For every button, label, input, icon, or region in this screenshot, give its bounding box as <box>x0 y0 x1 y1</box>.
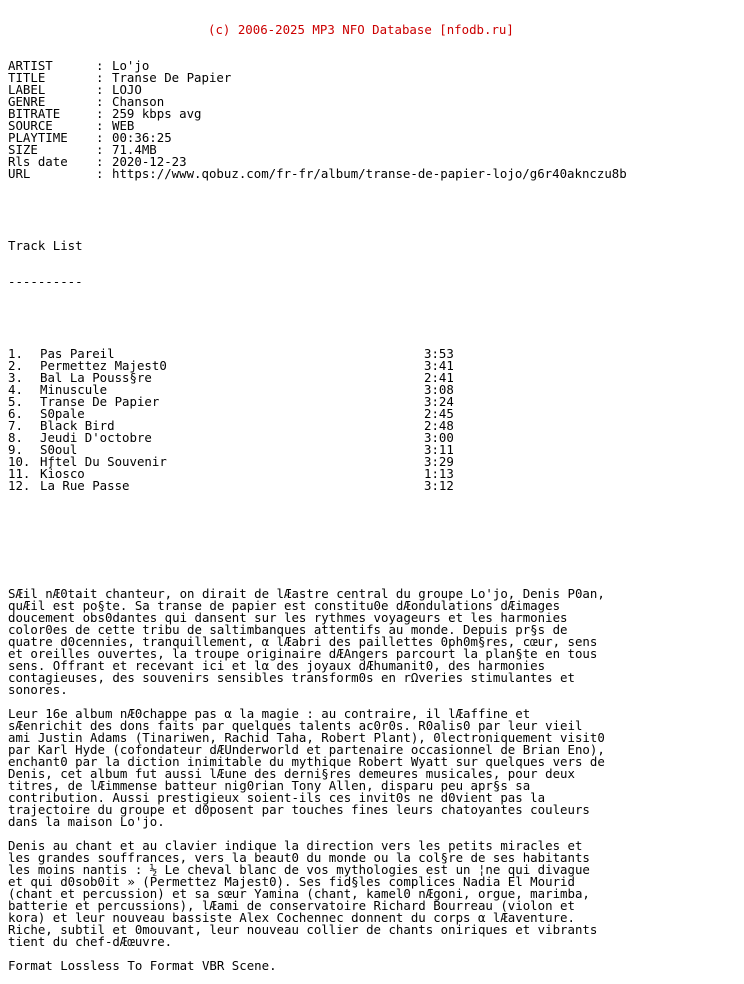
paragraph-line: kora) et leur nouveau bassiste Alex Cochennec donnent du corps α lÆaventure. <box>8 910 575 925</box>
nfo-document <box>8 0 627 984</box>
release-info-fields <box>8 60 627 180</box>
track-title: Transe De Papier <box>40 394 160 409</box>
paragraph-line: batterie et percussions), lÆami de conservatoire Richard Bourreau (violon et <box>8 898 575 913</box>
paragraph-line: Denis, cet album fut aussi lÆune des derni§res demeures musicales, pour deux <box>8 766 575 781</box>
track-title: Hƒtel Du Souvenir <box>40 454 167 469</box>
paragraph-line: par Karl Hyde (cofondateur dÆUnderworld et partenaire occasionnel de Brian Eno), <box>8 742 605 757</box>
info-field-separator: : <box>96 166 104 181</box>
track-row <box>8 456 627 468</box>
paragraph-line: tient du chef-dÆœuvre. <box>8 934 173 949</box>
paragraph-line: Denis au chant et au clavier indique la direction vers les petits miracles et <box>8 838 583 853</box>
track-duration: 3:29 <box>424 454 454 469</box>
paragraph-line: contribution. Aussi prestigieux soient-ils ces invit0s ne d0vient pas la <box>8 790 546 805</box>
track-duration: 3:24 <box>424 394 454 409</box>
track-number: 5. <box>8 394 23 409</box>
track-duration: 3:11 <box>424 442 454 457</box>
track-duration: 3:12 <box>424 478 454 493</box>
blank-line <box>8 516 627 528</box>
paragraph-line: doucement obs0dantes qui dansent sur les rythmes voyageurs et les harmonies <box>8 610 568 625</box>
info-field-separator: : <box>96 106 104 121</box>
track-number: 11. <box>8 466 31 481</box>
info-field-separator: : <box>96 142 104 157</box>
track-title: Pas Pareil <box>40 346 115 361</box>
info-field-key: GENRE <box>8 94 46 109</box>
info-field-separator: : <box>96 154 104 169</box>
track-title: Black Bird <box>40 418 115 433</box>
paragraph-line: SÆil nÆ0tait chanteur, on dirait de lÆastre central du groupe Lo'jo, Denis P0an, <box>8 586 605 601</box>
track-duration: 3:00 <box>424 430 454 445</box>
paragraph-line: dans la maison Lo'jo. <box>8 814 165 829</box>
track-number: 3. <box>8 370 23 385</box>
info-field-separator: : <box>96 94 104 109</box>
track-duration: 3:53 <box>424 346 454 361</box>
paragraph-line: et qui d0sob0it » (Permettez Majest0). Ses fid§les complices Nadia El Mourid <box>8 874 575 889</box>
track-row <box>8 480 627 492</box>
tracklist <box>8 348 627 492</box>
description-paragraph <box>8 840 627 948</box>
paragraph-line: Riche, subtil et 0mouvant, leur nouveau collier de chants oniriques et vibrants <box>8 922 598 937</box>
info-field-row <box>8 168 627 180</box>
paragraph-line: titres, de lÆimmense batteur nig0rian Tony Allen, disparu peu apr§s sa <box>8 778 531 793</box>
info-field-key: SIZE <box>8 142 38 157</box>
track-number: 8. <box>8 430 23 445</box>
blank-line <box>8 204 627 216</box>
description-paragraph <box>8 588 627 696</box>
paragraph-line: les moins nantis : ½ Le cheval blanc de vos mythologies est un ¦ne qui divague <box>8 862 590 877</box>
info-field-value: Transe De Papier <box>112 70 232 85</box>
site-header: (c) 2006-2025 MP3 NFO Database [nfodb.ru] <box>208 22 514 37</box>
track-title: S0pale <box>40 406 85 421</box>
paragraph-line: Format Lossless To Format VBR Scene. <box>8 958 277 973</box>
info-field-separator: : <box>96 82 104 97</box>
paragraph-line: color0es de cette tribu de saltimbanques attentifs au monde. Depuis pr§s de <box>8 622 568 637</box>
track-number: 10. <box>8 454 31 469</box>
track-number: 4. <box>8 382 23 397</box>
blank-line <box>8 552 627 564</box>
track-number: 6. <box>8 406 23 421</box>
info-field-separator: : <box>96 58 104 73</box>
info-field-separator: : <box>96 70 104 85</box>
description-paragraph <box>8 960 627 972</box>
track-duration: 1:13 <box>424 466 454 481</box>
paragraph-line: (chant et percussion) et sa sœur Yamina (chant, kamel0 nÆgoni, orgue, marimba, <box>8 886 590 901</box>
track-number: 2. <box>8 358 23 373</box>
info-field-value: WEB <box>112 118 135 133</box>
info-field-key: Rls date <box>8 154 68 169</box>
tracklist-heading: Track List <box>8 238 83 253</box>
info-field-value: Chanson <box>112 94 165 109</box>
info-field-value: 2020-12-23 <box>112 154 187 169</box>
description-paragraph <box>8 708 627 828</box>
info-field-value: 259 kbps avg <box>112 106 202 121</box>
info-field-separator: : <box>96 130 104 145</box>
track-title: Minuscule <box>40 382 108 397</box>
blank-line <box>8 312 627 324</box>
track-title: Jeudi D'octobre <box>40 430 152 445</box>
info-field-value: Lo'jo <box>112 58 150 73</box>
info-field-key: BITRATE <box>8 106 61 121</box>
paragraph-line: les grandes souffrances, vers la beaut0 du monde ou la col§re de ses habitants <box>8 850 590 865</box>
info-field-key: SOURCE <box>8 118 53 133</box>
paragraph-line: sÆenrichit des dons faits par quelques talents ac0r0s. R0alis0 par leur vieil <box>8 718 583 733</box>
paragraph-line: et oreilles ouvertes, la troupe originaire dÆAngers parcourt la plan§te en tous <box>8 646 598 661</box>
blank-line <box>8 828 627 840</box>
blank-line <box>8 948 627 960</box>
paragraph-line: sens. Offrant et recevant ici et lα des joyaux dÆhumanit0, des harmonies <box>8 658 546 673</box>
track-row <box>8 432 627 444</box>
track-title: La Rue Passe <box>40 478 130 493</box>
track-number: 1. <box>8 346 23 361</box>
track-duration: 2:45 <box>424 406 454 421</box>
track-duration: 3:41 <box>424 358 454 373</box>
paragraph-line: trajectoire du groupe et d0posent par touches fines leurs chatoyantes couleurs <box>8 802 590 817</box>
info-field-value: 71.4MB <box>112 142 157 157</box>
info-field-value: LOJO <box>112 82 142 97</box>
track-title: S0oul <box>40 442 78 457</box>
track-title: Kiosco <box>40 466 85 481</box>
paragraph-line: enchant0 par la diction inimitable du mythique Robert Wyatt sur quelques vers de <box>8 754 605 769</box>
description <box>8 588 627 972</box>
paragraph-line: Leur 16e album nÆ0chappe pas α la magie : au contraire, il lÆaffine et <box>8 706 531 721</box>
track-number: 7. <box>8 418 23 433</box>
paragraph-line: quÆil est po§te. Sa transe de papier est constitu0e dÆondulations dÆimages <box>8 598 561 613</box>
track-duration: 2:41 <box>424 370 454 385</box>
track-duration: 3:08 <box>424 382 454 397</box>
info-field-value: https://www.qobuz.com/fr-fr/album/transe-de-papier-lojo/g6r40aknczu8b <box>112 166 627 181</box>
info-field-key: TITLE <box>8 70 46 85</box>
info-field-separator: : <box>96 118 104 133</box>
paragraph-line: quatre d0cennies, tranquillement, α lÆabri des paillettes 0ph0m§res, cœur, sens <box>8 634 598 649</box>
track-row <box>8 396 627 408</box>
track-duration: 2:48 <box>424 418 454 433</box>
paragraph-line: ami Justin Adams (Tinariwen, Rachid Taha, Robert Plant), 0lectroniquement visit0 <box>8 730 605 745</box>
track-title: Permettez Majest0 <box>40 358 167 373</box>
paragraph-line: contagieuses, des souvenirs sensibles transform0s en rΩveries stimulantes et <box>8 670 575 685</box>
track-number: 12. <box>8 478 31 493</box>
info-field-key: ARTIST <box>8 58 53 73</box>
track-title: Bal La Pouss§re <box>40 370 152 385</box>
tracklist-underline: ---------- <box>8 274 83 289</box>
info-field-key: URL <box>8 166 31 181</box>
track-number: 9. <box>8 442 23 457</box>
paragraph-line: sonores. <box>8 682 68 697</box>
info-field-key: LABEL <box>8 82 46 97</box>
info-field-value: 00:36:25 <box>112 130 172 145</box>
info-field-key: PLAYTIME <box>8 130 68 145</box>
